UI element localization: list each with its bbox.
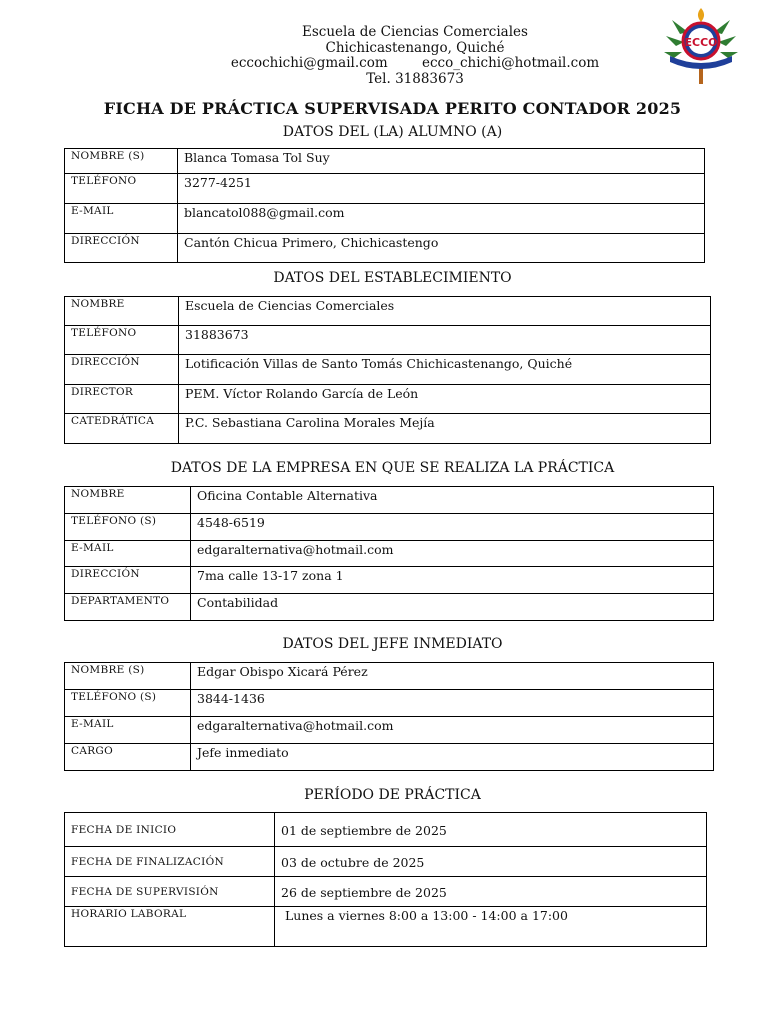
table-row [65,690,714,717]
field-label: E-MAIL [65,541,191,567]
table-row [65,355,711,385]
field-value: PEM. Víctor Rolando García de León [179,385,711,414]
section-heading-establecimiento: DATOS DEL ESTABLECIMIENTO [273,270,512,286]
school-location: Chichicastenango, Quiché [325,39,505,56]
table-row [65,813,707,847]
table-row [65,414,711,444]
table-row [65,326,711,355]
field-label: E-MAIL [65,717,191,744]
table-row [65,204,705,234]
field-label: NOMBRE (S) [65,663,191,690]
school-emails: ecco​chichi@gmail.com ecco_chichi@hotmail.com [230,55,600,71]
table-row [65,877,707,907]
field-label: DIRECCIÓN [65,355,179,385]
field-value: Cantón Chicua Primero, Chichicastengo [178,234,705,263]
table-empresa [64,486,714,621]
field-value: edgaralternativa@hotmail.com [191,541,714,567]
table-periodo [64,812,707,947]
field-value: 4548-6519 [191,514,714,541]
field-label: DEPARTAMENTO [65,594,191,621]
table-jefe [64,662,714,771]
field-label: CARGO [65,744,191,771]
field-value: Blanca Tomasa Tol Suy [178,149,705,174]
table-row [65,234,705,263]
field-value: Lunes a viernes 8:00 a 13:00 - 14:00 a 17:00 [275,907,707,947]
table-row [65,514,714,541]
table-row [65,149,705,174]
field-label: DIRECCIÓN [65,567,191,594]
table-row [65,663,714,690]
school-name: Escuela de Ciencias Comerciales [302,24,528,40]
school-logo [658,6,744,86]
field-value: Edgar Obispo Xicará Pérez [191,663,714,690]
logo-text: ECCO [684,36,718,49]
field-label: DIRECCIÓN [65,234,178,263]
field-label: TELÉFONO (S) [65,514,191,541]
field-label: TELÉFONO [65,174,178,204]
section-heading-alumno: DATOS DEL (LA) ALUMNO (A) [282,124,503,140]
section-heading-empresa: DATOS DE LA EMPRESA EN QUE SE REALIZA LA PRÁCTICA [170,460,615,476]
table-alumno [64,148,705,263]
field-value: Oficina Contable Alternativa [191,487,714,514]
page-title: FICHA DE PRÁCTICA SUPERVISADA PERITO CONTADOR 2025 [103,99,682,118]
section-heading-jefe: DATOS DEL JEFE INMEDIATO [282,636,503,652]
field-label: FECHA DE FINALIZACIÓN [65,847,275,877]
table-row [65,907,707,947]
field-value: Escuela de Ciencias Comerciales [179,297,711,326]
table-row [65,385,711,414]
field-label: TELÉFONO (S) [65,690,191,717]
field-label: TELÉFONO [65,326,179,355]
field-value: blancatol088@gmail.com [178,204,705,234]
field-label: NOMBRE (S) [65,149,178,174]
table-row [65,594,714,621]
section-heading-periodo: PERÍODO DE PRÁCTICA [304,787,481,803]
field-value: 03 de octubre de 2025 [275,847,707,877]
field-label: CATEDRÁTICA [65,414,179,444]
table-row [65,847,707,877]
table-row [65,541,714,567]
table-row [65,744,714,771]
field-value: P.C. Sebastiana Carolina Morales Mejía [179,414,711,444]
field-label: HORARIO LABORAL [65,907,275,947]
field-value: Lotificación Villas de Santo Tomás Chichicastenango, Quiché [179,355,711,385]
table-row [65,567,714,594]
table-establecimiento [64,296,711,444]
field-value: 26 de septiembre de 2025 [275,877,707,907]
field-value: Jefe inmediato [191,744,714,771]
field-label: FECHA DE INICIO [65,813,275,847]
school-phone: Tel. 31883673 [366,70,464,87]
field-label: NOMBRE [65,487,191,514]
table-row [65,717,714,744]
field-value: 3844-1436 [191,690,714,717]
field-value: Contabilidad [191,594,714,621]
field-label: NOMBRE [65,297,179,326]
field-label: FECHA DE SUPERVISIÓN [65,877,275,907]
field-value: 31883673 [179,326,711,355]
field-label: DIRECTOR [65,385,179,414]
field-value: 01 de septiembre de 2025 [275,813,707,847]
table-row [65,174,705,204]
field-value: edgaralternativa@hotmail.com [191,717,714,744]
field-value: 7ma calle 13-17 zona 1 [191,567,714,594]
field-label: E-MAIL [65,204,178,234]
field-value: 3277-4251 [178,174,705,204]
table-row [65,487,714,514]
school-header [0,25,768,87]
table-row [65,297,711,326]
